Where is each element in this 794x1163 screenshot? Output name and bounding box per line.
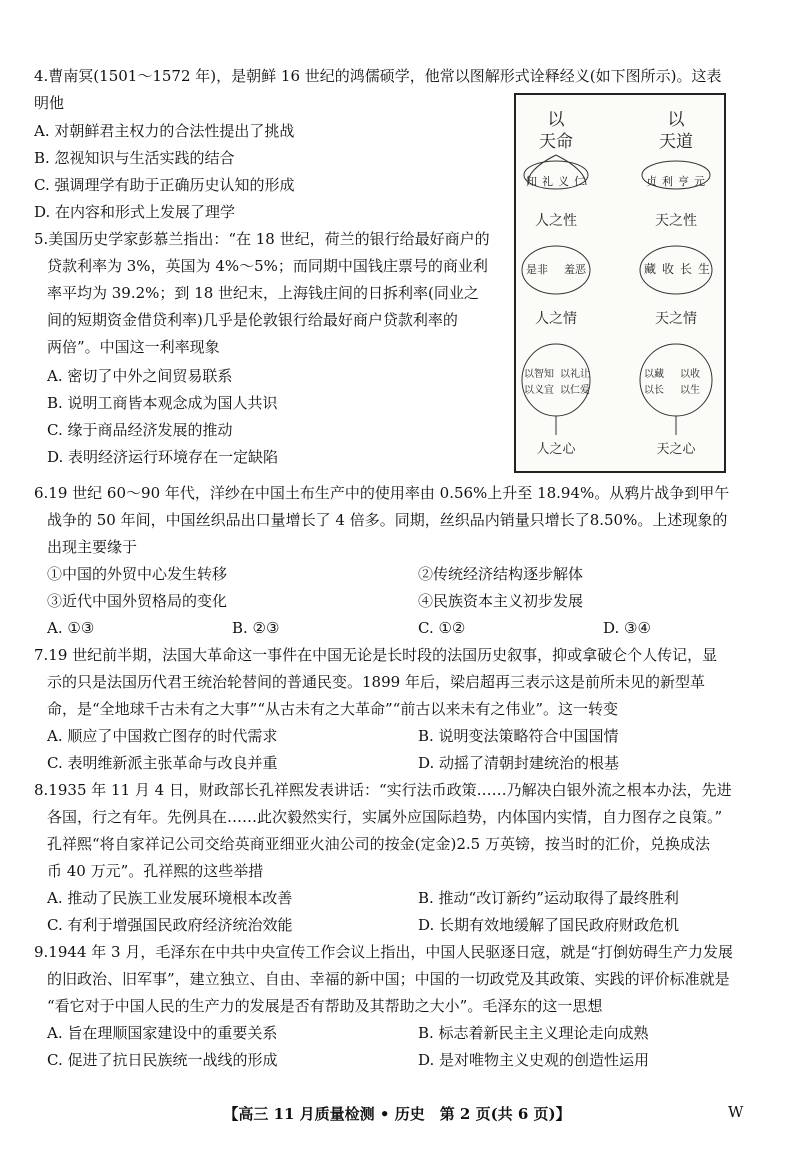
q7-option-b: B. 说明变法策略符合中国国情 [418, 727, 619, 745]
right-row3-2: 以长 [644, 385, 664, 396]
right-row3-3: 以生 [680, 385, 700, 396]
q4-option-c: C. 强调理学有助于正确历史认知的形成 [34, 176, 295, 194]
left-center1: 人之性 [535, 213, 577, 229]
q5-line-1: 5.美国历史学家彭慕兰指出：“在 18 世纪，荷兰的银行给最好商户的 [34, 230, 490, 248]
q9-line-2: 的旧政治、旧军事”，建立独立、自由、幸福的新中国；中国的一切政党及其政策、实践的评价标准就是 [47, 970, 730, 988]
q6-item-4: ④民族资本主义初步发展 [418, 592, 584, 610]
page-mark: W [728, 1103, 744, 1121]
q6-line-3: 出现主要缘于 [47, 538, 138, 556]
q6-item-3: ③近代中国外贸格局的变化 [47, 592, 228, 610]
q5-option-b: B. 说明工商皆本观念成为国人共识 [47, 394, 278, 412]
left-row1-2: 义 [558, 175, 569, 188]
q5-option-a: A. 密切了中外之间贸易联系 [47, 367, 233, 385]
right-bottom: 天之心 [656, 442, 696, 457]
right-row2-2: 长 [680, 262, 693, 276]
q6-option-b: B. ②③ [232, 619, 280, 637]
q5-line-3: 率平均为 39.2%；到 18 世纪末，上海钱庄间的日拆利率(同业之 [47, 284, 479, 302]
q5-option-c: C. 缘于商品经济发展的推动 [47, 421, 233, 439]
q5-line-2: 贷款利率为 3%，英国为 4%～5%；而同期中国钱庄票号的商业利 [47, 257, 488, 275]
q7-line-3: 命，是“全地球千古未有之大事”“从古未有之大革命”“前古以来未有之伟业”。这一转变 [47, 700, 619, 718]
q5-line-5: 两倍”。中国这一利率现象 [47, 338, 220, 356]
right-center2: 天之情 [655, 311, 697, 327]
q7-option-a: A. 顺应了中国救亡图存的时代需求 [47, 727, 278, 745]
left-row2-2: 羞恶 [564, 263, 586, 276]
q5-line-4: 间的短期资金借贷利率)几乎是伦敦银行给最好商户贷款利率的 [47, 311, 458, 329]
q6-option-a: A. ①③ [47, 619, 95, 637]
right-row2-3: 生 [698, 262, 711, 276]
q5-option-d: D. 表明经济运行环境存在一定缺陷 [47, 448, 279, 466]
left-row3-0: 以智知 [524, 369, 554, 380]
q6-item-2: ②传统经济结构逐步解体 [418, 565, 584, 583]
q7-line-1: 7.19 世纪前半期，法国大革命这一事件在中国无论是长时段的法国历史叙事，抑或拿破仑个人传记，显 [34, 646, 718, 664]
left-row1-0: 知 [526, 175, 537, 188]
q8-option-a: A. 推动了民族工业发展环境根本改善 [47, 889, 293, 907]
q7-line-2: 示的只是法国历代君王统治轮替间的普通民变。1899 年后，梁启超再三表示这是前所未见的新型革 [47, 673, 705, 691]
left-row1-3: 仁 [574, 175, 585, 188]
q6-option-d: D. ③④ [603, 619, 651, 637]
left-row3-2: 以义宜 [524, 385, 554, 396]
q8-option-b: B. 推动“改订新约”运动取得了最终胜利 [418, 889, 679, 907]
q6-item-1: ①中国的外贸中心发生转移 [47, 565, 228, 583]
right-row3-1: 以收 [680, 369, 700, 380]
q6-line-2: 战争的 50 年间，中国丝织品出口量增长了 4 倍多。同期，丝织品内销量只增长了8.50%。上述现象的 [47, 511, 728, 529]
left-top: 天命 [539, 132, 573, 152]
q8-line-3: 孔祥熙“将自家祥记公司交给英商亚细亚火油公司的按金(定金)2.5 万英镑，按当时的汇价，兑换成法 [47, 835, 710, 853]
q6-option-c: C. ①② [418, 619, 466, 637]
right-top-label: 以 [667, 110, 685, 130]
right-row2-1: 收 [662, 262, 675, 276]
right-center1: 天之性 [655, 213, 697, 229]
left-top-label: 以 [547, 110, 565, 130]
q8-option-c: C. 有利于增强国民政府经济统治效能 [47, 916, 293, 934]
left-bottom: 人之心 [536, 442, 576, 457]
q9-option-b: B. 标志着新民主主义理论走向成熟 [418, 1024, 649, 1042]
right-row2-0: 藏 [644, 262, 657, 276]
left-row1-1: 礼 [542, 175, 553, 188]
q4-stem-line-2: 明他 [34, 94, 65, 112]
q4-option-a: A. 对朝鲜君主权力的合法性提出了挑战 [34, 122, 295, 140]
right-row1-3: 元 [694, 175, 705, 188]
right-row3-0: 以藏 [644, 369, 664, 380]
q9-option-a: A. 旨在理顺国家建设中的重要关系 [47, 1024, 278, 1042]
q4-option-b: B. 忽视知识与生活实践的结合 [34, 149, 235, 167]
q7-option-d: D. 动摇了清朝封建统治的根基 [418, 754, 620, 772]
q9-line-3: “看它对于中国人民的生产力的发展是否有帮助及其帮助之大小”。毛泽东的这一思想 [47, 997, 603, 1015]
diagram-left-column [522, 110, 590, 457]
q9-option-d: D. 是对唯物主义史观的创造性运用 [418, 1051, 650, 1069]
q4-option-d: D. 在内容和形式上发展了理学 [34, 203, 236, 221]
right-row1-2: 亨 [678, 175, 689, 188]
left-row3-1: 以礼让 [560, 369, 590, 380]
right-top: 天道 [659, 132, 693, 152]
scripture-diagram [514, 93, 726, 473]
left-row2-0: 是非 [526, 263, 548, 276]
q8-line-2: 各国，行之有年。先例具在……此次毅然实行，实属外应国际趋势，内体国内实情，自力图存之良策。” [47, 808, 723, 826]
page-footer: 【高三 11 月质量检测 • 历史 第 2 页(共 6 页)】 [223, 1105, 571, 1123]
diagram-svg [516, 95, 724, 471]
left-row3-3: 以仁爱 [560, 385, 590, 396]
q6-line-1: 6.19 世纪 60～90 年代，洋纱在中国土布生产中的使用率由 0.56%上升至 18.94%。从鸦片战争到甲午 [34, 484, 730, 502]
q9-option-c: C. 促进了抗日民族统一战线的形成 [47, 1051, 278, 1069]
q8-option-d: D. 长期有效地缓解了国民政府财政危机 [418, 916, 680, 934]
right-row1-0: 贞 [646, 175, 657, 188]
left-center2: 人之情 [535, 311, 577, 327]
right-row1-1: 利 [662, 175, 673, 188]
q8-line-1: 8.1935 年 11 月 4 日，财政部长孔祥熙发表讲话：“实行法币政策……乃解决白银外流之根本办法，先进 [34, 781, 732, 799]
diagram-right-column [640, 110, 712, 457]
q8-line-4: 币 40 万元”。孔祥熙的这些举措 [47, 862, 264, 880]
q4-stem-line-1: 4.曹南冥(1501～1572 年)，是朝鲜 16 世纪的鸿儒硕学，他常以图解形式诠释经义(如下图所示)。这表 [34, 67, 722, 85]
q7-option-c: C. 表明维新派主张革命与改良并重 [47, 754, 278, 772]
q9-line-1: 9.1944 年 3 月，毛泽东在中共中央宣传工作会议上指出，中国人民驱逐日寇，就是“打倒妨碍生产力发展 [34, 943, 734, 961]
